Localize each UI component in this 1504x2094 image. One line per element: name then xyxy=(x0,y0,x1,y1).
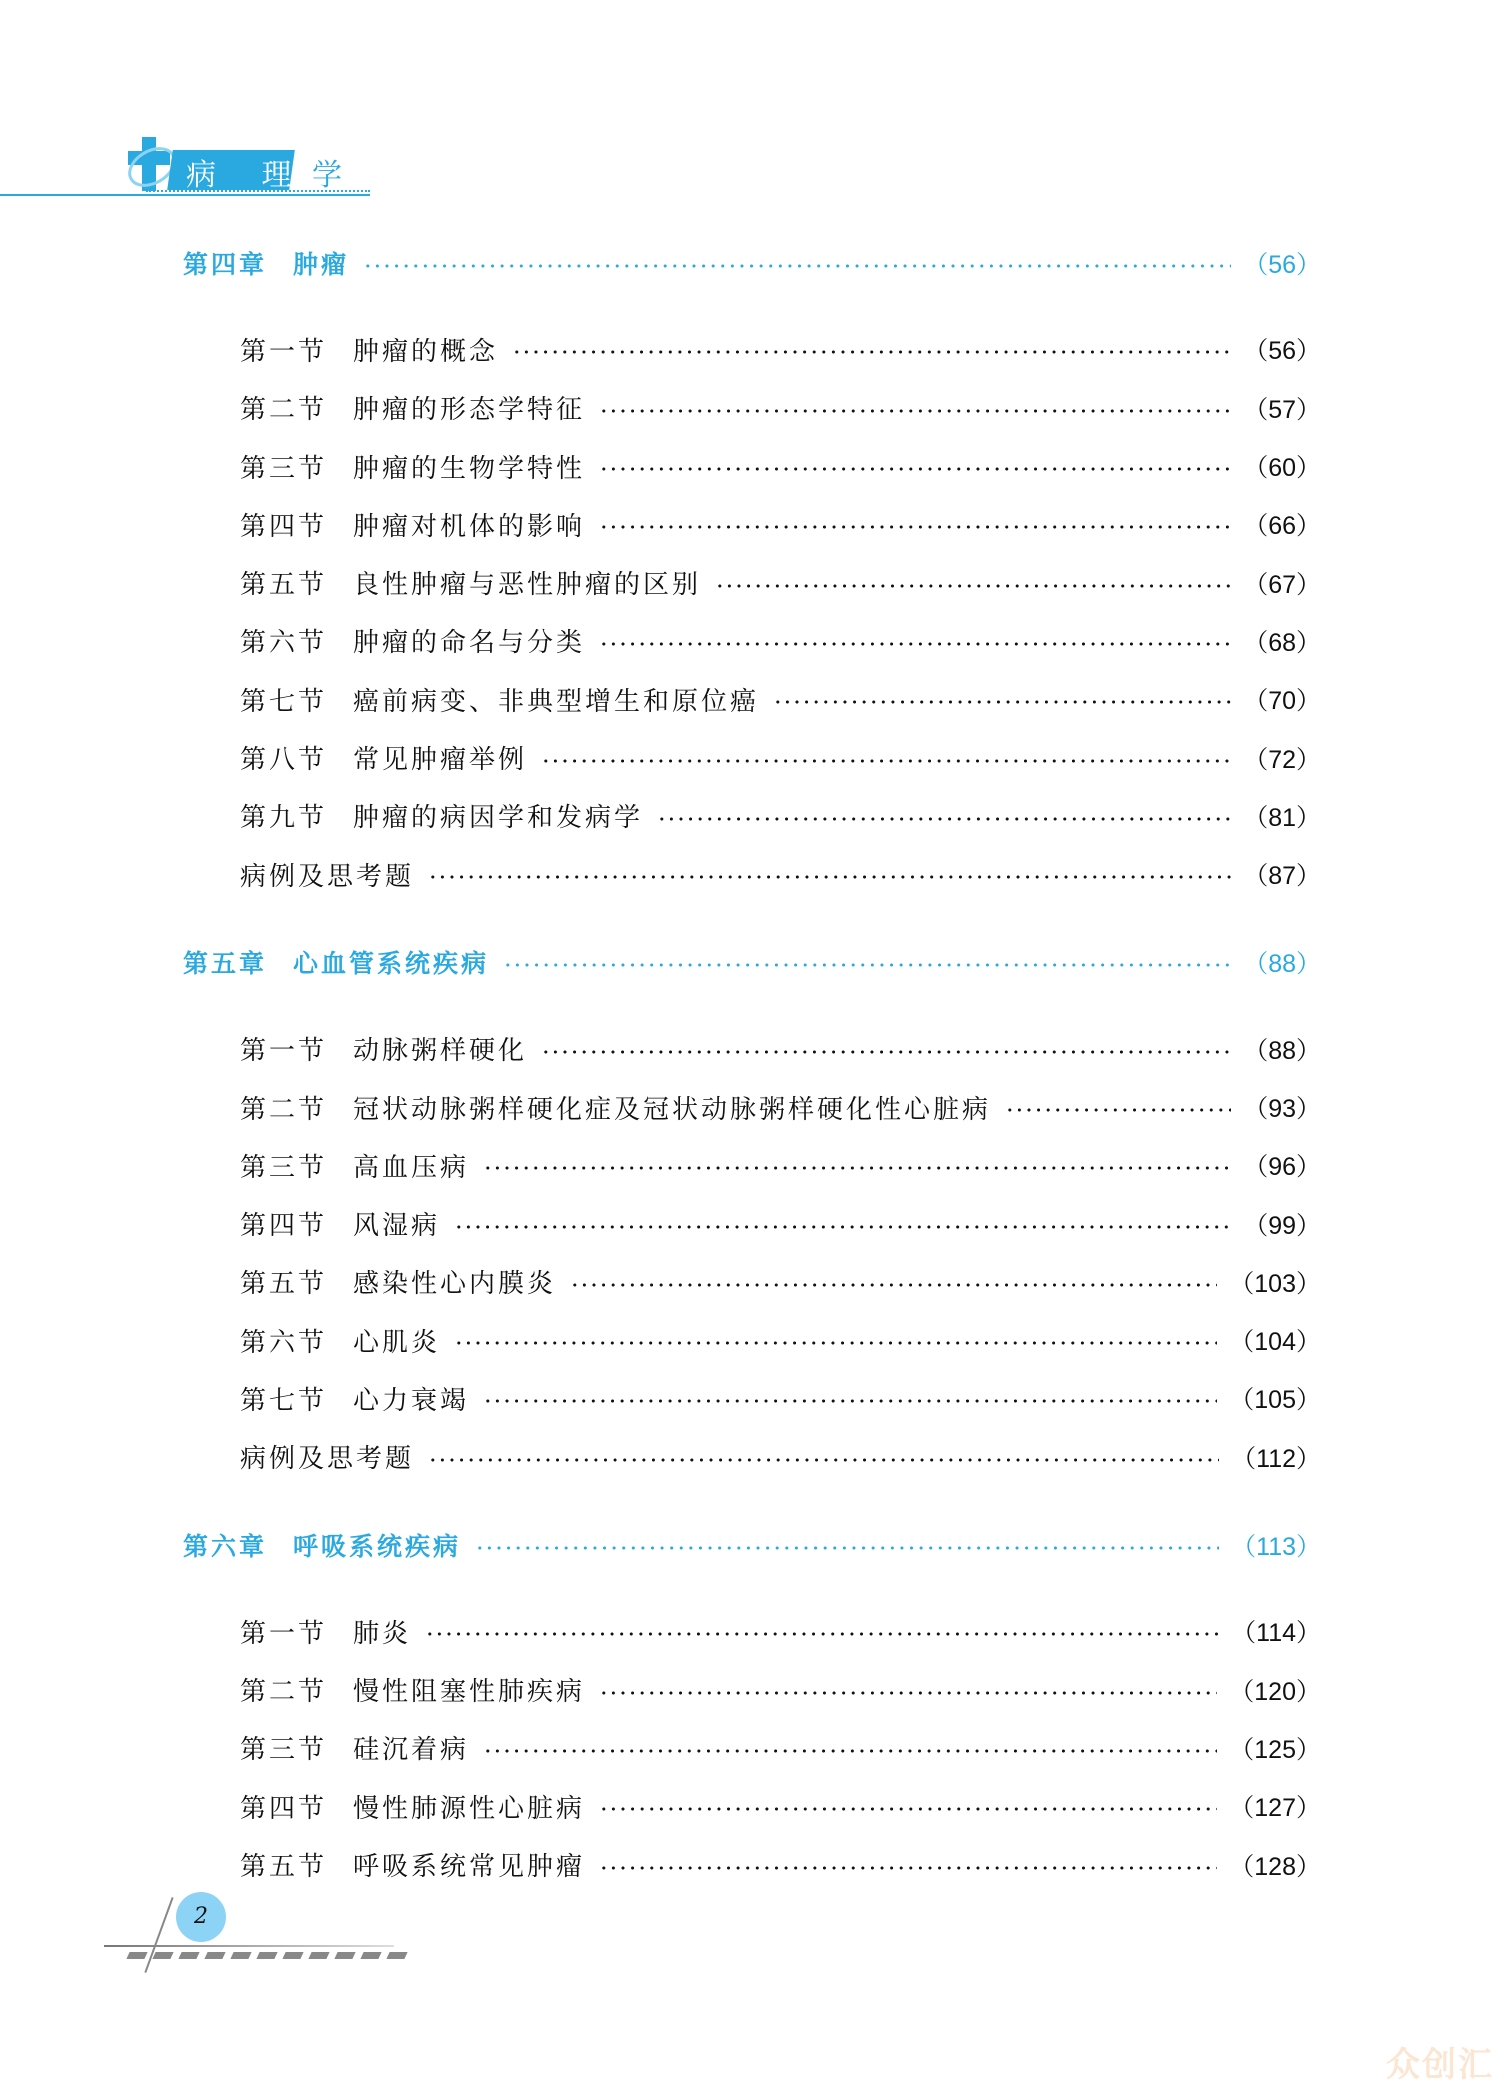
section-entry-number: 第三节 xyxy=(240,1735,328,1766)
chapter-entry-label xyxy=(183,944,489,980)
section-entry-number: 第六节 xyxy=(240,1327,328,1358)
dot-leader xyxy=(541,759,1231,763)
section-entry-number: 第五节 xyxy=(240,1852,328,1883)
section-entry[interactable] xyxy=(0,1369,1504,1427)
section-entry[interactable] xyxy=(0,728,1504,786)
section-entry-label xyxy=(240,1671,585,1708)
section-entry[interactable] xyxy=(0,1835,1504,1893)
page-number: 2 xyxy=(176,1892,226,1942)
chapter-entry[interactable] xyxy=(0,234,1504,292)
section-entry-page: （127） xyxy=(1229,1794,1321,1823)
section-entry-page: （112） xyxy=(1231,1444,1321,1473)
chapter-entry-number: 第四章 xyxy=(183,250,268,280)
section-entry[interactable] xyxy=(0,437,1504,495)
section-entry-number: 第一节 xyxy=(240,336,328,367)
section-entry-page: （105） xyxy=(1229,1386,1321,1415)
header-dotted-line xyxy=(146,190,370,192)
section-entry-number: 第二节 xyxy=(240,395,328,426)
dot-leader xyxy=(1005,1108,1231,1112)
section-entry-label xyxy=(240,1263,556,1300)
section-entry[interactable] xyxy=(0,379,1504,437)
dot-leader xyxy=(512,350,1231,354)
section-entry-label xyxy=(240,1205,440,1242)
section-list xyxy=(0,1602,1504,1893)
section-entry-number: 第七节 xyxy=(240,1385,328,1416)
section-entry-title: 肿瘤的病因学和发病学 xyxy=(353,803,644,834)
section-entry-title: 良性肿瘤与恶性肿瘤的区别 xyxy=(353,570,702,601)
section-entry[interactable] xyxy=(0,1428,1504,1486)
section-entry-page: （67） xyxy=(1243,570,1321,599)
section-entry[interactable] xyxy=(0,670,1504,728)
section-entry-title: 慢性肺源性心脏病 xyxy=(353,1793,586,1824)
section-entry-title: 冠状动脉粥样硬化症及冠状动脉粥样硬化性心脏病 xyxy=(353,1094,992,1125)
dot-leader xyxy=(428,1458,1219,1462)
section-entry-label xyxy=(240,1613,411,1650)
section-entry-title: 慢性阻塞性肺疾病 xyxy=(353,1677,586,1708)
section-entry-number: 第二节 xyxy=(240,1677,328,1708)
section-entry-number: 第四节 xyxy=(240,1793,328,1824)
section-entry-label xyxy=(240,1147,469,1184)
section-entry-title: 癌前病变、非典型增生和原位癌 xyxy=(353,686,760,717)
section-entry-page: （88） xyxy=(1243,1036,1321,1065)
chapter-entry-title: 心血管系统疾病 xyxy=(293,949,490,979)
section-entry-label xyxy=(240,1030,527,1067)
section-entry-label xyxy=(240,1729,469,1766)
section-entry-page: （68） xyxy=(1243,628,1321,657)
dot-leader xyxy=(570,1283,1217,1287)
chapter-entry[interactable] xyxy=(0,933,1504,991)
section-entry-label xyxy=(240,856,414,893)
section-entry-label xyxy=(240,564,701,601)
dot-leader xyxy=(425,1632,1219,1636)
section-entry[interactable] xyxy=(0,1311,1504,1369)
dot-leader xyxy=(599,1691,1217,1695)
section-entry[interactable] xyxy=(0,1253,1504,1311)
section-entry-page: （93） xyxy=(1243,1095,1321,1123)
chapter-entry-title: 呼吸系统疾病 xyxy=(293,1532,462,1562)
section-entry-title: 风湿病 xyxy=(353,1211,441,1242)
section-entry-number: 第七节 xyxy=(240,686,328,717)
section-entry[interactable] xyxy=(0,1777,1504,1835)
dot-leader xyxy=(599,1866,1217,1870)
section-entry[interactable] xyxy=(0,320,1504,378)
section-entry-title: 病例及思考题 xyxy=(240,861,415,892)
section-entry-number: 第二节 xyxy=(240,1094,328,1125)
dot-leader xyxy=(363,264,1231,268)
section-entry-page: （96） xyxy=(1243,1153,1321,1182)
section-entry-page: （87） xyxy=(1243,862,1321,891)
header-title-part1: 病 理 xyxy=(186,158,310,193)
watermark: 众创汇 xyxy=(1386,2045,1494,2085)
section-entry-number: 第六节 xyxy=(240,628,328,659)
header-rule xyxy=(0,194,370,196)
section-entry-label xyxy=(240,797,643,834)
section-entry-page: （81） xyxy=(1243,803,1321,832)
dot-leader xyxy=(773,700,1231,704)
dot-leader xyxy=(483,1749,1217,1753)
section-entry-page: （104） xyxy=(1229,1328,1321,1357)
section-entry-title: 肿瘤的概念 xyxy=(353,336,499,367)
section-entry-number: 第三节 xyxy=(240,453,328,484)
section-entry-title: 感染性心内膜炎 xyxy=(353,1269,557,1300)
section-entry[interactable] xyxy=(0,1078,1504,1136)
section-entry-label xyxy=(240,448,585,485)
table-of-contents xyxy=(0,234,1504,1924)
dot-leader xyxy=(541,1050,1231,1054)
section-entry-label xyxy=(240,681,759,718)
section-entry-page: （66） xyxy=(1243,512,1321,541)
section-entry-label xyxy=(240,1438,414,1475)
dot-leader xyxy=(599,525,1231,529)
section-entry[interactable] xyxy=(0,1136,1504,1194)
dot-leader xyxy=(483,1399,1217,1403)
section-entry-title: 肿瘤的形态学特征 xyxy=(353,395,586,426)
footer-dashes xyxy=(128,1952,406,1959)
section-entry-title: 肿瘤对机体的影响 xyxy=(353,511,586,542)
section-entry-number: 第一节 xyxy=(240,1618,328,1649)
section-entry-title: 肺炎 xyxy=(353,1618,412,1649)
section-entry-label xyxy=(240,389,585,426)
section-entry-title: 心力衰竭 xyxy=(353,1385,470,1416)
section-entry-label xyxy=(240,331,498,368)
section-list xyxy=(0,320,1504,903)
section-entry-page: （57） xyxy=(1243,395,1321,424)
header-title-part2: 学 xyxy=(312,158,342,193)
section-entry-title: 病例及思考题 xyxy=(240,1444,415,1475)
section-entry-number: 第九节 xyxy=(240,803,328,834)
section-entry-label xyxy=(240,1788,585,1825)
section-entry-title: 高血压病 xyxy=(353,1152,470,1183)
dot-leader xyxy=(599,409,1231,413)
section-entry-title: 硅沉着病 xyxy=(353,1735,470,1766)
dot-leader xyxy=(454,1225,1231,1229)
section-entry-label xyxy=(240,506,585,543)
section-entry-page: （114） xyxy=(1231,1619,1321,1648)
dot-leader xyxy=(715,584,1231,588)
chapter-entry-label xyxy=(183,245,349,281)
section-entry-label xyxy=(240,739,527,776)
section-entry-label xyxy=(240,1846,585,1883)
dot-leader xyxy=(475,1546,1219,1550)
chapter-entry-number: 第五章 xyxy=(183,949,268,979)
section-entry-page: （120） xyxy=(1229,1677,1321,1706)
section-entry-page: （103） xyxy=(1229,1269,1321,1298)
section-entry[interactable] xyxy=(0,553,1504,611)
section-entry-title: 肿瘤的命名与分类 xyxy=(353,628,586,659)
section-list xyxy=(0,1020,1504,1486)
chapter-entry-page: （88） xyxy=(1243,950,1321,979)
section-entry-page: （99） xyxy=(1243,1211,1321,1240)
chapter-entry-label xyxy=(183,1527,461,1563)
dot-leader xyxy=(599,642,1231,646)
section-entry-number: 第四节 xyxy=(240,1211,328,1242)
section-entry-title: 心肌炎 xyxy=(353,1327,441,1358)
section-entry[interactable] xyxy=(0,1020,1504,1078)
dot-leader xyxy=(428,875,1231,879)
section-entry-number: 第三节 xyxy=(240,1152,328,1183)
section-entry-title: 动脉粥样硬化 xyxy=(353,1036,528,1067)
dot-leader xyxy=(454,1341,1217,1345)
chapter-entry-number: 第六章 xyxy=(183,1532,268,1562)
section-entry[interactable] xyxy=(0,495,1504,553)
section-entry-number: 第四节 xyxy=(240,511,328,542)
section-entry-page: （72） xyxy=(1243,745,1321,774)
section-entry-title: 肿瘤的生物学特性 xyxy=(353,453,586,484)
section-entry-number: 第一节 xyxy=(240,1036,328,1067)
dot-leader xyxy=(503,963,1231,967)
section-entry[interactable] xyxy=(0,787,1504,845)
section-entry[interactable] xyxy=(0,1194,1504,1252)
section-entry-label xyxy=(240,1380,469,1417)
section-entry[interactable] xyxy=(0,612,1504,670)
section-entry-page: （60） xyxy=(1243,454,1321,483)
dot-leader xyxy=(483,1166,1231,1170)
footer-rule xyxy=(104,1945,394,1947)
section-entry-title: 常见肿瘤举例 xyxy=(353,745,528,776)
section-entry-page: （70） xyxy=(1243,687,1321,716)
section-entry-page: （56） xyxy=(1243,337,1321,366)
section-entry[interactable] xyxy=(0,1719,1504,1777)
dot-leader xyxy=(599,467,1231,471)
chapter-entry-page: （56） xyxy=(1243,251,1321,280)
section-entry-title: 呼吸系统常见肿瘤 xyxy=(353,1852,586,1883)
section-entry-number: 第五节 xyxy=(240,570,328,601)
section-entry-number: 第五节 xyxy=(240,1269,328,1300)
section-entry-label xyxy=(240,622,585,659)
chapter-entry-page: （113） xyxy=(1231,1533,1321,1562)
section-entry-page: （125） xyxy=(1229,1735,1321,1764)
chapter-entry-title: 肿瘤 xyxy=(293,250,350,280)
chapter-entry[interactable] xyxy=(0,1516,1504,1574)
section-entry-page: （128） xyxy=(1229,1852,1321,1881)
section-entry[interactable] xyxy=(0,845,1504,903)
section-entry-label xyxy=(240,1322,440,1359)
section-entry[interactable] xyxy=(0,1661,1504,1719)
section-entry[interactable] xyxy=(0,1602,1504,1660)
dot-leader xyxy=(657,817,1231,821)
section-entry-label xyxy=(240,1089,991,1126)
dot-leader xyxy=(599,1807,1217,1811)
section-entry-number: 第八节 xyxy=(240,745,328,776)
